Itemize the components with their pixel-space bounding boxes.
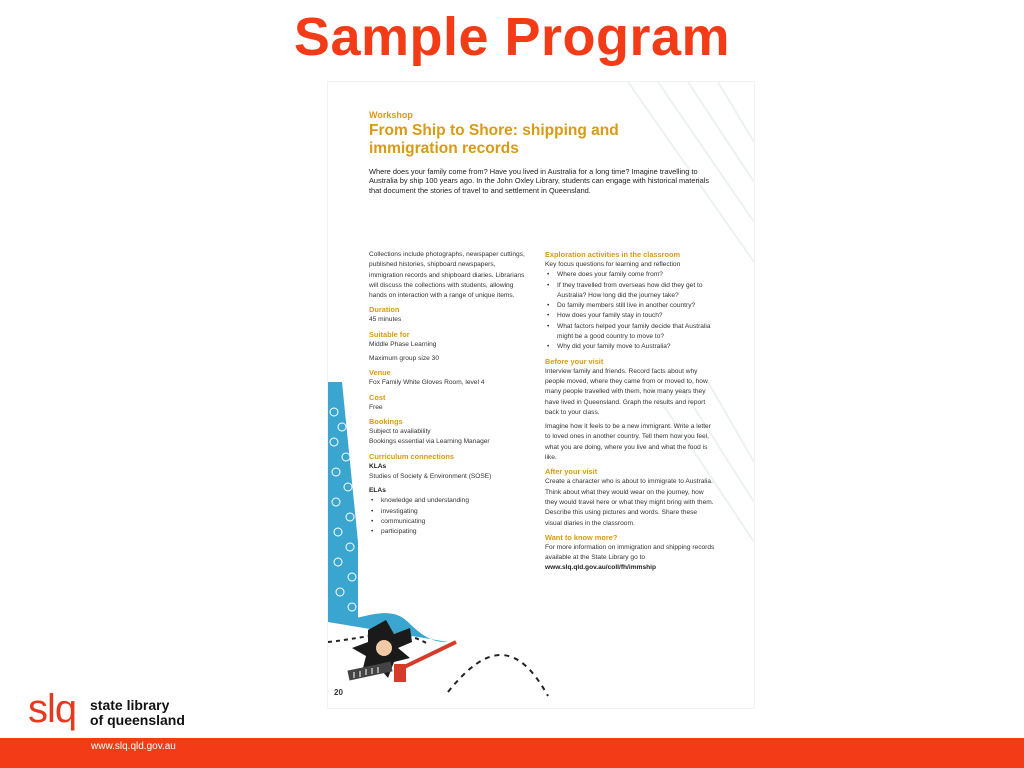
list-item: • Where does your family come from?: [557, 270, 715, 280]
elas-label: ELAs: [369, 487, 386, 495]
slq-logo: [28, 689, 208, 737]
know-more-heading: Want to know more?: [545, 532, 618, 542]
list-item: • participating: [381, 527, 531, 537]
brochure-headline: From Ship to Shore: shipping and immigration records: [369, 122, 619, 157]
cost-value: Free: [369, 403, 383, 411]
before-visit-text-2: Imagine how it feels to be a new immigrant. Write a letter to loved ones in another country. Tell them how you feel, what you are doing, where you live and what the food is like.: [545, 423, 711, 462]
venue-heading: Venue: [369, 368, 391, 378]
suitable-value: Middle Phase Learning: [369, 340, 437, 348]
after-visit-text: Create a character who is about to immigrate to Australia. Think about what they would wear on the journey, how they would travel here or what they might bring with them. Describe this using pictures and words. Share these visual diaries in the classroom.: [545, 478, 714, 527]
brochure-intro: Where does your family come from? Have you lived in Australia for a long time? Imagine travelling to Australia by ship 100 years ago. In the John Oxley Library, students can engage with historical materials that document the stories of travel to and settlement in Queensland.: [369, 167, 710, 195]
before-visit-text-1: Interview family and friends. Record facts about why people moved, where they came from or moved to, how many people travelled with them, how many years they have lived in Queensland. Graph the results and report back to your class.: [545, 367, 708, 416]
duration-heading: Duration: [369, 305, 400, 315]
logo-line-1: state library: [90, 697, 170, 713]
left-column: [369, 250, 531, 541]
brochure-page: [328, 82, 754, 708]
immship-link[interactable]: www.slq.qld.gov.au/coll/fh/immship: [545, 564, 657, 572]
logo-line-2: of queensland: [90, 712, 185, 728]
exploration-heading: Exploration activities in the classroom: [545, 250, 681, 259]
klas-label: KLAs: [369, 462, 387, 470]
exploration-intro: Key focus questions for learning and reflection: [545, 261, 681, 268]
klas-value: Studies of Society & Environment (SOSE): [369, 472, 492, 480]
list-item: • communicating: [381, 517, 531, 527]
group-size-text: Maximum group size 30: [369, 355, 439, 363]
workshop-label: Workshop: [369, 110, 413, 120]
know-more-text: [545, 543, 715, 574]
venue-value: Fox Family White Gloves Room, level 4: [369, 379, 485, 387]
list-item: • What factors helped your family decide that Australia might be a good country to move to?: [557, 322, 715, 343]
cost-heading: Cost: [369, 392, 386, 402]
list-item: • Do family members still live in another country?: [557, 301, 715, 311]
dashed-path-graphic: [448, 655, 548, 696]
suitable-heading: Suitable for: [369, 329, 410, 339]
list-item: • If they travelled from overseas how did they get to Australia? How long did the journey take?: [557, 281, 715, 302]
brochure-content: [369, 110, 715, 572]
curriculum-heading: Curriculum connections: [369, 451, 455, 461]
exploration-list: [545, 270, 715, 352]
collections-text: Collections include photographs, newspaper cuttings, published histories, shipboard newspapers, immigration records and shipboard diaries. Librarians will discuss the collections with students, allowing hands on interaction with a range of unique items.: [369, 251, 525, 300]
bookings-heading: Bookings: [369, 416, 403, 426]
bookings-line-2: Bookings essential via Learning Manager: [369, 438, 490, 446]
slq-logo-name: [90, 698, 185, 728]
footer-url[interactable]: www.slq.qld.gov.au: [91, 741, 176, 752]
bookings-line-1: Subject to availability: [369, 427, 431, 435]
before-visit-heading: Before your visit: [545, 356, 604, 366]
duration-value: 45 minutes: [369, 316, 402, 324]
list-item: • investigating: [381, 507, 531, 517]
know-more-body: For more information on immigration and shipping records available at the State Library go to: [545, 543, 715, 562]
elas-list: [369, 496, 531, 537]
right-column: [545, 250, 715, 578]
after-visit-heading: After your visit: [545, 467, 598, 477]
list-item: • How does your family stay in touch?: [557, 311, 715, 321]
list-item: • Why did your family move to Australia?: [557, 342, 715, 352]
slide-title: Sample Program: [293, 7, 731, 67]
slq-logo-mark: slq: [28, 687, 77, 731]
list-item: • knowledge and understanding: [381, 496, 531, 506]
page-number: 20: [334, 688, 343, 697]
